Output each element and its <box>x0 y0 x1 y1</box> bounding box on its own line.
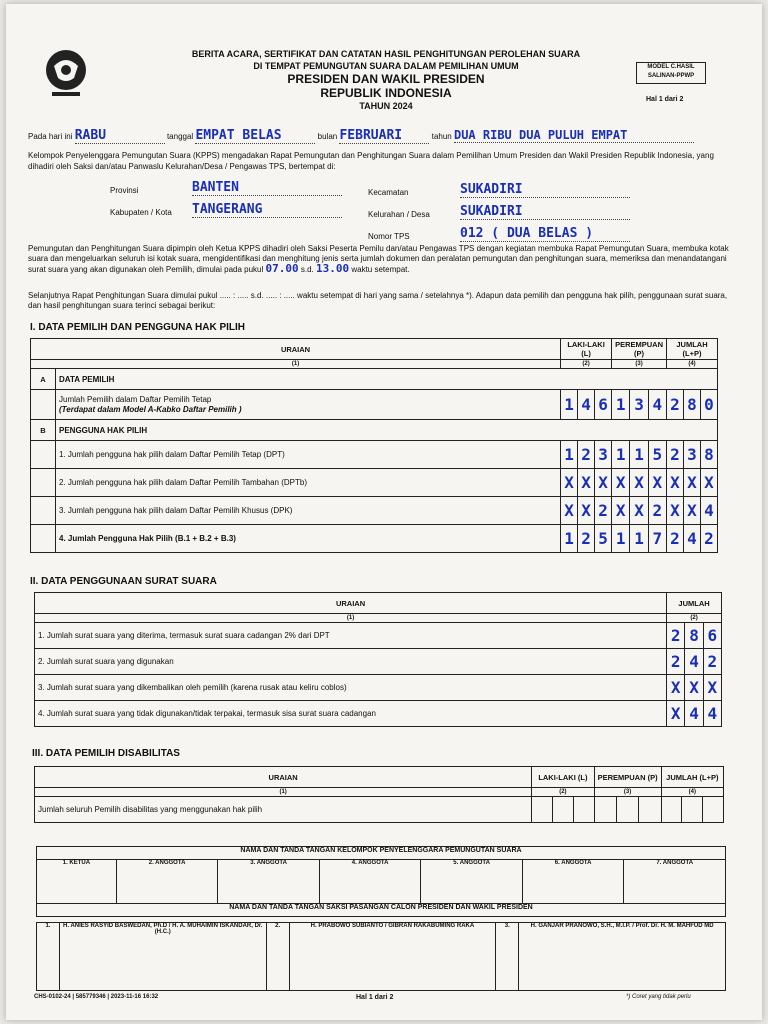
s1-row2-cell: X <box>561 469 578 497</box>
s1-row1-cell: 3 <box>684 441 701 469</box>
time-sd: s.d. <box>300 265 314 274</box>
s1-a1-cell: 1 <box>561 390 578 420</box>
model-badge: MODEL C.HASIL SALINAN-PPWP <box>636 62 706 84</box>
s1-h-p: PEREMPUAN (P) <box>612 339 667 360</box>
date-line <box>28 128 738 144</box>
s2-h-j: JUMLAH <box>667 593 722 614</box>
s1-row4-cell: 5 <box>595 525 612 553</box>
s1-row4-cell: 1 <box>561 525 578 553</box>
label-bulan: bulan <box>317 132 338 141</box>
s2-row1-cell: 8 <box>685 623 703 649</box>
kpps-role: 6. ANGGOTA <box>522 860 624 904</box>
s1-a1-note: (Terdapat dalam Model A-Kabko Daftar Pemilih ) <box>59 404 242 414</box>
s1-row2-cell: X <box>578 469 595 497</box>
intro-text: Kelompok Penyelenggara Pemungutan Suara (KPPS) mengadakan Rapat Pemungutan dan Penghitungan Suara dalam Pemilihan Umum Presiden dan Wakil Presiden Republik Indonesia, yang dihadiri oleh Saksi dan/atau Panwaslu Kelurahan/Desa / Pengawas TPS, bertempat di: <box>28 151 714 171</box>
saksi-candidate: H. GANJAR PRANOWO, S.H., M.I.P. / Prof. Dr. H. M. MAHFUD MD <box>519 923 726 991</box>
s1-a-letter: A <box>31 369 56 390</box>
field-kelurahan: SUKADIRI <box>460 204 630 220</box>
s1-row4-cell: 4 <box>684 525 701 553</box>
kpu-logo-icon <box>42 44 90 100</box>
saksi-no: 2. <box>266 923 289 991</box>
s3-n1: (1) <box>35 788 532 797</box>
section1-title: I. DATA PEMILIH DAN PENGGUNA HAK PILIH <box>30 322 245 333</box>
field-provinsi: BANTEN <box>192 180 342 196</box>
s2-row3-cell: X <box>667 675 685 701</box>
s1-row1-cell: 2 <box>578 441 595 469</box>
field-hari: RABU <box>75 128 165 144</box>
label-kabupaten: Kabupaten / Kota <box>110 208 172 217</box>
s1-row3-cell: 2 <box>595 497 612 525</box>
kpps-role: 5. ANGGOTA <box>421 860 523 904</box>
saksi-candidate: H. ANIES RASYID BASWEDAN, Ph.D / H. A. MUHAIMIN ISKANDAR, Dr. (H.C.) <box>59 923 266 991</box>
table-section2 <box>34 592 722 727</box>
para1-text: Pemungutan dan Penghitungan Suara dipimpin oleh Ketua KPPS dihadiri oleh Saksi Peserta Pemilu dan/atau Pengawas TPS dengan kegiatan membuka Rapat Pemungutan Suara, membuka kotak suara dan mengeluarkan seluruh isi kotak suara, mengidentifikasi dan menghitung jenis serta jumlah dokumen dan peralatan pemungutan dan penghitungan suara, memeriksa dan menandatangani surat suara yang akan digunakan oleh Pemilih, dimulai pada pukul <box>28 244 729 274</box>
kpps-role: 4. ANGGOTA <box>319 860 421 904</box>
s1-row1-cell: 5 <box>648 441 666 469</box>
para1-end: waktu setempat. <box>351 265 410 274</box>
s1-h-l: LAKI-LAKI (L) <box>561 339 612 360</box>
s1-n4: (4) <box>667 360 718 369</box>
kpps-sign-title: NAMA DAN TANDA TANGAN KELOMPOK PENYELENGGARA PEMUNGUTAN SUARA <box>37 847 726 860</box>
s2-row3-cell: X <box>685 675 703 701</box>
table-section3 <box>34 766 724 823</box>
s1-a1-cell: 0 <box>701 390 718 420</box>
s1-row2-cell: X <box>648 469 666 497</box>
s1-row2-cell: X <box>701 469 718 497</box>
s1-row1-cell: 3 <box>595 441 612 469</box>
time-end: 13.00 <box>316 262 350 275</box>
header-line2: DI TEMPAT PEMUNGUTAN SUARA DALAM PEMILIHAN UMUM <box>253 61 519 71</box>
s2-row1-cell: 6 <box>703 623 721 649</box>
s1-row3-cell: X <box>612 497 630 525</box>
s1-row3-cell: 2 <box>648 497 666 525</box>
s1-row4-cell: 2 <box>578 525 595 553</box>
s1-row4-cell: 2 <box>701 525 718 553</box>
s1-row3-cell: X <box>630 497 648 525</box>
s2-h-uraian: URAIAN <box>35 593 667 614</box>
s1-b-letter: B <box>31 420 56 441</box>
s1-a1-cell: 1 <box>612 390 630 420</box>
s3-h-l: LAKI-LAKI (L) <box>532 767 594 788</box>
kpps-signature-table <box>36 846 726 917</box>
s1-row4-cell: 7 <box>648 525 666 553</box>
s1-row2-cell: X <box>612 469 630 497</box>
s1-a1-cell: 4 <box>578 390 595 420</box>
s2-row3-cell: X <box>703 675 721 701</box>
s1-row3-cell: X <box>684 497 701 525</box>
s1-row3-cell: X <box>667 497 684 525</box>
section2-title: II. DATA PENGGUNAAN SURAT SUARA <box>30 576 217 587</box>
kpps-role: 2. ANGGOTA <box>116 860 218 904</box>
s2-row4-cell: 4 <box>703 701 721 727</box>
s2-row2-cell: 2 <box>703 649 721 675</box>
s1-a1-cell: 2 <box>667 390 684 420</box>
s1-row4-label: 4. Jumlah Pengguna Hak Pilih (B.1 + B.2 + B.3) <box>56 525 561 553</box>
s1-b-title: PENGGUNA HAK PILIH <box>56 420 718 441</box>
field-bulan: FEBRUARI <box>339 128 429 144</box>
s2-row1-label: 1. Jumlah surat suara yang diterima, termasuk surat suara cadangan 2% dari DPT <box>35 623 667 649</box>
s1-row1-label: 1. Jumlah pengguna hak pilih dalam Daftar Pemilih Tetap (DPT) <box>56 441 561 469</box>
document-header <box>106 48 666 112</box>
s1-row4-cell: 2 <box>667 525 684 553</box>
page-indicator: Hal 1 dari 2 <box>646 96 684 103</box>
s3-h-p: PEREMPUAN (P) <box>594 767 661 788</box>
field-tahun: DUA RIBU DUA PULUH EMPAT <box>454 128 694 143</box>
s2-n2: (2) <box>667 614 722 623</box>
label-tanggal: tanggal <box>166 132 194 141</box>
s3-n3: (3) <box>594 788 661 797</box>
s3-n4: (4) <box>661 788 723 797</box>
form-page <box>6 4 762 1020</box>
s1-a1-cell: 6 <box>595 390 612 420</box>
s3-row-label: Jumlah seluruh Pemilih disabilitas yang menggunakan hak pilih <box>35 797 532 823</box>
footer-code: CHS-0102-24 | 585779346 | 2023-11-16 16:32 <box>34 994 159 1000</box>
s1-row3-cell: 4 <box>701 497 718 525</box>
saksi-no: 1. <box>37 923 60 991</box>
header-line1: BERITA ACARA, SERTIFIKAT DAN CATATAN HASIL PENGHITUNGAN PEROLEHAN SUARA <box>191 49 581 59</box>
s1-n3: (3) <box>612 360 667 369</box>
s1-row2-cell: X <box>684 469 701 497</box>
footer-note: *) Coret yang tidak perlu <box>626 994 691 1000</box>
label-tahun: tahun <box>431 132 452 141</box>
s2-row2-cell: 2 <box>667 649 685 675</box>
s1-n2: (2) <box>561 360 612 369</box>
saksi-signature-table <box>36 922 726 991</box>
s1-row3-cell: X <box>561 497 578 525</box>
kpps-role: 1. KETUA <box>37 860 117 904</box>
para1 <box>28 244 740 275</box>
s1-row1-cell: 1 <box>561 441 578 469</box>
kpps-role: 7. ANGGOTA <box>624 860 726 904</box>
s1-row1-cell: 1 <box>630 441 648 469</box>
s2-row1-cell: 2 <box>667 623 685 649</box>
s2-row4-cell: X <box>667 701 685 727</box>
s1-a1-cell: 3 <box>630 390 648 420</box>
field-tanggal: EMPAT BELAS <box>195 128 315 144</box>
para2: Selanjutnya Rapat Penghitungan Suara dimulai pukul ..... : ..... s.d. ..... : ..... waktu setempat di hari yang sama / setelahnya *). Adapun data pemilih dan pengguna hak pilih, penggunaan surat suara, dan hasil penghitungan suara terinci sebagai berikut: <box>28 291 728 310</box>
s2-row4-label: 4. Jumlah surat suara yang tidak digunakan/tidak terpakai, termasuk sisa surat suara cadangan <box>35 701 667 727</box>
header-line3: PRESIDEN DAN WAKIL PRESIDEN <box>287 72 485 86</box>
s1-a1-cell: 4 <box>648 390 666 420</box>
saksi-sign-title: NAMA DAN TANDA TANGAN SAKSI PASANGAN CALON PRESIDEN DAN WAKIL PRESIDEN <box>37 904 726 917</box>
field-tps: 012 ( DUA BELAS ) <box>460 226 630 242</box>
s1-row2-label: 2. Jumlah pengguna hak pilih dalam Daftar Pemilih Tambahan (DPTb) <box>56 469 561 497</box>
label-hari: Pada hari ini <box>28 132 73 141</box>
s1-row2-cell: X <box>595 469 612 497</box>
s1-n1: (1) <box>31 360 561 369</box>
table-section1 <box>30 338 718 553</box>
field-kecamatan: SUKADIRI <box>460 182 630 198</box>
saksi-candidate: H. PRABOWO SUBIANTO / GIBRAN RAKABUMING RAKA <box>289 923 496 991</box>
header-line5: TAHUN 2024 <box>359 101 413 111</box>
s1-a1 <box>56 390 561 420</box>
s3-h-j: JUMLAH (L+P) <box>661 767 723 788</box>
s1-a-title: DATA PEMILIH <box>56 369 718 390</box>
label-kelurahan: Kelurahan / Desa <box>368 210 430 219</box>
s1-a1-label: Jumlah Pemilih dalam Daftar Pemilih Tetap <box>59 394 212 404</box>
time-start: 07.00 <box>265 262 299 275</box>
label-tps: Nomor TPS <box>368 232 410 241</box>
header-line4: REPUBLIK INDONESIA <box>320 86 452 100</box>
s2-n1: (1) <box>35 614 667 623</box>
s2-row2-label: 2. Jumlah surat suara yang digunakan <box>35 649 667 675</box>
s1-a1-cell: 8 <box>684 390 701 420</box>
s1-h-j: JUMLAH (L+P) <box>667 339 718 360</box>
s1-row1-cell: 1 <box>612 441 630 469</box>
s2-row4-cell: 4 <box>685 701 703 727</box>
s2-row3-label: 3. Jumlah surat suara yang dikembalikan oleh pemilih (karena rusak atau keliru coblos) <box>35 675 667 701</box>
s1-row4-cell: 1 <box>630 525 648 553</box>
s1-row3-cell: X <box>578 497 595 525</box>
footer-page: Hal 1 dari 2 <box>356 994 394 1001</box>
s2-row2-cell: 4 <box>685 649 703 675</box>
s1-row1-cell: 8 <box>701 441 718 469</box>
s3-n2: (2) <box>532 788 594 797</box>
s1-row2-cell: X <box>630 469 648 497</box>
field-kabupaten: TANGERANG <box>192 202 342 218</box>
s1-row4-cell: 1 <box>612 525 630 553</box>
s1-row3-label: 3. Jumlah pengguna hak pilih dalam Daftar Pemilih Khusus (DPK) <box>56 497 561 525</box>
kpps-role: 3. ANGGOTA <box>218 860 320 904</box>
s3-h-uraian: URAIAN <box>35 767 532 788</box>
s1-row2-cell: X <box>667 469 684 497</box>
label-provinsi: Provinsi <box>110 186 139 195</box>
section3-title: III. DATA PEMILIH DISABILITAS <box>32 748 180 759</box>
saksi-no: 3. <box>496 923 519 991</box>
s1-row1-cell: 2 <box>667 441 684 469</box>
s1-h-uraian: URAIAN <box>31 339 561 360</box>
label-kecamatan: Kecamatan <box>368 188 409 197</box>
